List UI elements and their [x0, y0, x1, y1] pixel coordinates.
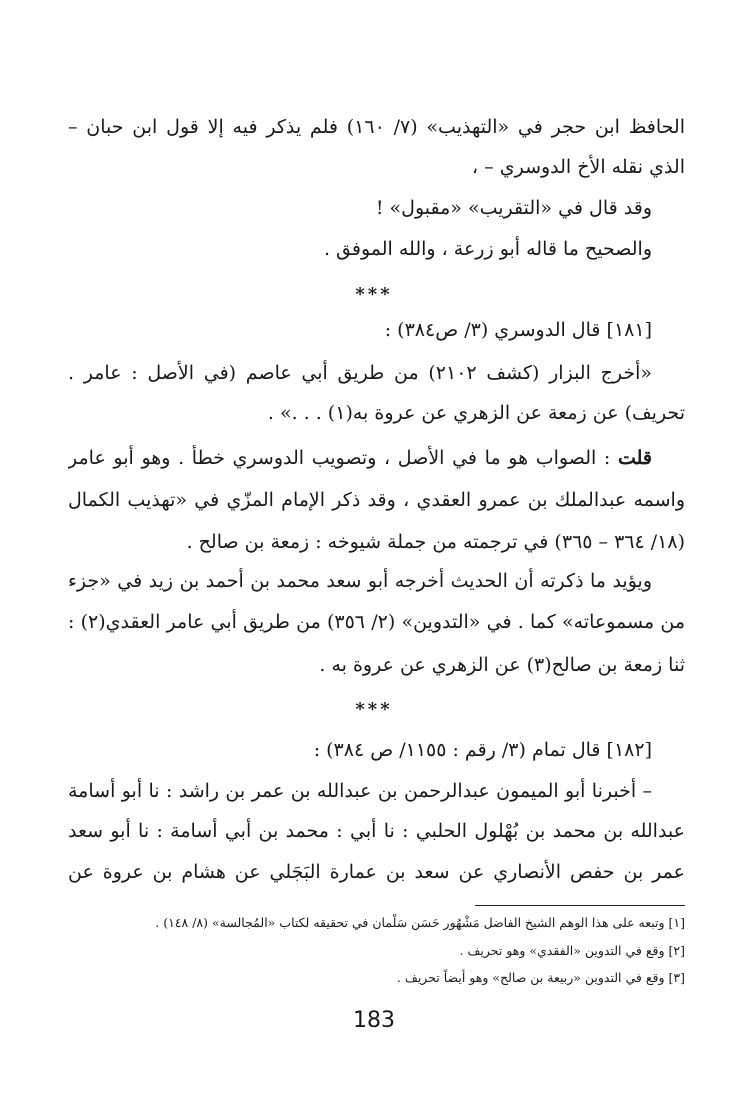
separator-stars-2: ***	[355, 699, 393, 720]
body-line-1: الحافظ ابن حجر في «التهذيب» (٧/ ١٦٠) فلم يذكر فيه إلا قول ابن حبان –	[68, 116, 685, 138]
body-line-8	[68, 445, 652, 475]
body-line-16: عبدالله بن محمد بن بُهْلول الحلبي : نا أبي : محمد بن أبي أسامة : نا أبو سعد	[68, 820, 685, 842]
body-line-11: ويؤيد ما ذكرته أن الحديث أخرجه أبو سعد محمد بن أحمد بن زيد في «جزء	[68, 570, 652, 592]
body-line-7: تحريف) عن زمعة عن الزهري عن عروة به(١) . . .» .	[267, 402, 685, 424]
footnote-1: [١] وتبعه على هذا الوهم الشيخ الفاضل مَشْهُور حَسَن سَلْمان في تحقيقه لكتاب «المُجالسة» (٨/ ١٤٨) .	[155, 915, 685, 930]
body-line-4: والصحيح ما قاله أبو زرعة ، والله الموفق .	[323, 238, 652, 260]
body-line-6: «أخرج البزار (كشف ٢١٠٢) من طريق أبي عاصم (في الأصل : عامر .	[68, 362, 652, 384]
separator-stars: ***	[355, 284, 393, 305]
footnote-3: [٣] وقع في التدوين «ربيعة بن صالح» وهو أيضاً تحريف .	[396, 970, 685, 985]
footnote-2: [٢] وقع في التدوين «الفقدي» وهو تحريف .	[459, 943, 685, 958]
footnote-separator	[475, 905, 685, 906]
qult-text: : الصواب هو ما في الأصل ، وتصويب الدوسري خطأ . وهو أبو عامر	[68, 447, 618, 469]
body-line-17: عمر بن حفص الأنصاري عن سعد بن عمارة البَجَلي عن هشام بن عروة عن	[68, 861, 685, 883]
page-number: 183	[353, 1008, 395, 1033]
entry-182-heading: [١٨٢] قال تمام (٣/ رقم : ١١٥٥/ ص ٣٨٤) :	[313, 739, 652, 761]
qult-label: قلت	[617, 447, 652, 469]
body-line-12: من مسموعاته» كما . في «التدوين» (٢/ ٣٥٦) من طريق أبي عامر العقدي(٢) :	[68, 611, 685, 633]
body-line-2: الذي نقله الأخ الدوسري – ،	[472, 156, 685, 178]
body-line-10: (١٨/ ٣٦٤ – ٣٦٥) في ترجمته من جملة شيوخه : زمعة بن صالح .	[186, 531, 685, 553]
body-line-3: وقد قال في «التقريب» «مقبول» !	[375, 197, 652, 219]
entry-181-heading: [١٨١] قال الدوسري (٣/ ص٣٨٤) :	[384, 319, 652, 341]
body-line-15: – أخبرنا أبو الميمون عبدالرحمن بن عبدالله بن عمر بن راشد : نا أبو أسامة	[68, 780, 652, 802]
body-line-9: واسمه عبدالملك بن عمرو العقدي ، وقد ذكر الإمام المزّي في «تهذيب الكمال	[68, 489, 685, 511]
body-line-13: ثنا زمعة بن صالح(٣) عن الزهري عن عروة به .	[319, 654, 685, 676]
